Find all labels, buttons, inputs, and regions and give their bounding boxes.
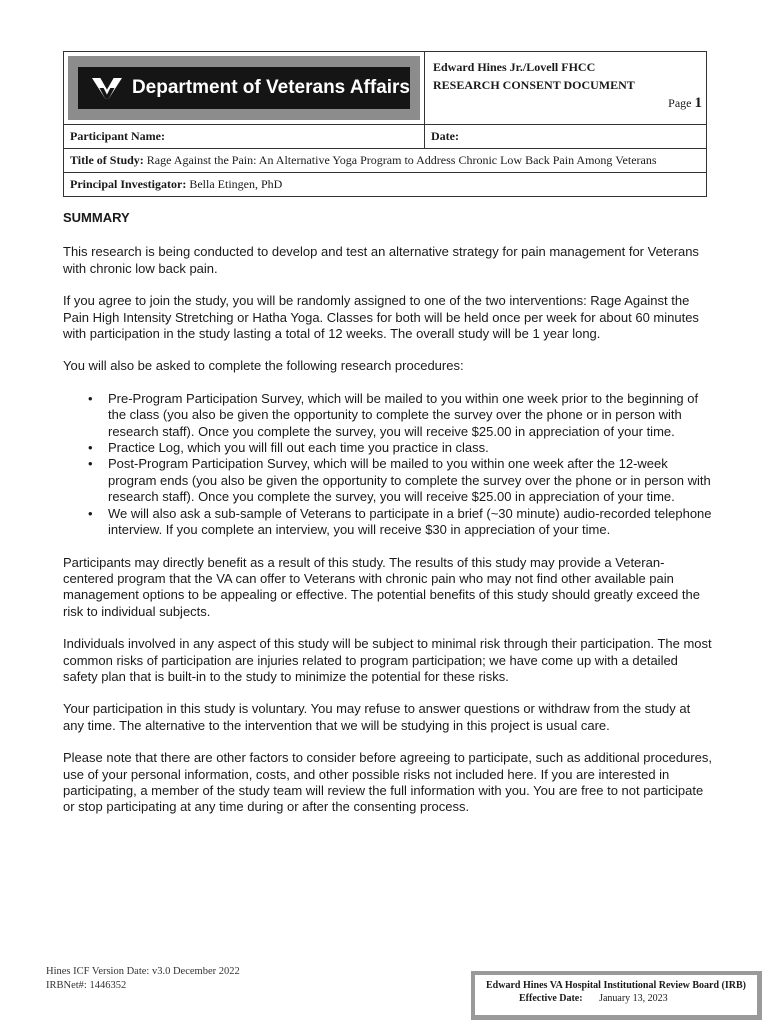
footer-version-info <box>46 965 240 993</box>
page-label: Page <box>668 96 692 110</box>
procedures-list <box>63 391 713 539</box>
principal-investigator-cell <box>64 173 707 197</box>
va-logo <box>68 56 420 120</box>
document-type: RESEARCH CONSENT DOCUMENT <box>433 78 635 92</box>
summary-paragraph-risks: Individuals involved in any aspect of this study will be subject to minimal risk through their participation. The most common risks of participation are injuries related to program participation; we have come up with a detailed safety plan that is built-in to the study to minimize the potential for these risks. <box>63 636 712 684</box>
list-item: • Practice Log, which you will fill out each time you practice in class. <box>108 440 713 456</box>
irb-stamp <box>471 971 762 1020</box>
principal-investigator-label: Principal Investigator: <box>70 177 187 191</box>
study-title-value: Rage Against the Pain: An Alternative Yoga Program to Address Chronic Low Back Pain Among Veterans <box>146 153 657 167</box>
participant-name-label: Participant Name: <box>70 129 165 143</box>
summary-paragraph-other-factors: Please note that there are other factors to consider before agreeing to participate, such as additional procedures, use of your personal information, costs, and other possible risks not included here. If you are interested in participating, a member of the study team will review the full information with you. You are free to not participate or stop participating at any time during or after the consenting process. <box>63 750 712 815</box>
logo-text: Department of Veterans Affairs <box>131 77 410 98</box>
summary-section <box>63 210 713 832</box>
version-date: Hines ICF Version Date: v3.0 December 2022 <box>46 966 240 977</box>
list-item: • Post-Program Participation Survey, which will be mailed to you within one week after the 12-week program ends (you also be given the opportunity to complete the survey over the phone or in person with research staff). Once you complete the survey, you will receive $25.00 in appreciation of your time. <box>108 456 713 505</box>
page-number: 1 <box>694 95 702 111</box>
logo-cell <box>64 52 425 125</box>
effective-date-value: January 13, 2023 <box>599 993 668 1004</box>
summary-paragraph-procedures-intro: You will also be asked to complete the following research procedures: <box>63 358 464 374</box>
facility-name: Edward Hines Jr./Lovell FHCC <box>433 60 596 74</box>
date-label: Date: <box>431 129 459 143</box>
consent-header-table <box>63 51 707 197</box>
participant-name-cell <box>64 125 425 149</box>
summary-paragraph-benefits: Participants may directly benefit as a result of this study. The results of this study may provide a Veteran-centered program that the VA can offer to Veterans with chronic pain who may not find other available pain management options to be appealing or effective. The potential benefits of this study should greatly exceed the risk to individual subjects. <box>63 554 700 619</box>
irb-effective-date <box>483 992 749 1005</box>
list-item: • Pre-Program Participation Survey, which will be mailed to you within one week prior to the beginning of the class (you also be given the opportunity to complete the survey over the phone or in person with research staff). Once you complete the survey, you will receive $25.00 in appreciation of your time. <box>108 391 713 440</box>
principal-investigator-value: Bella Etingen, PhD <box>189 177 283 191</box>
irbnet-number: IRBNet#: 1446352 <box>46 980 127 991</box>
va-seal-icon <box>92 74 122 102</box>
effective-date-label: Effective Date: <box>519 993 583 1004</box>
study-title-label: Title of Study: <box>70 153 144 167</box>
date-cell <box>425 125 707 149</box>
summary-heading: SUMMARY <box>63 210 130 225</box>
summary-paragraph-interventions: If you agree to join the study, you will be randomly assigned to one of the two interventions: Rage Against the Pain High Intensity Stretching or Hatha Yoga. Classes for both will be held once per week for about 60 minutes with participation in the study lasting a total of 12 weeks. The overall study will be 1 year long. <box>63 293 699 342</box>
summary-paragraph-voluntary: Your participation in this study is voluntary. You may refuse to answer questions or withdraw from the study at any time. The alternative to the intervention that we will be studying in this project is usual care. <box>63 701 691 733</box>
irb-title: Edward Hines VA Hospital Institutional Review Board (IRB) <box>486 980 746 991</box>
summary-paragraph-purpose: This research is being conducted to develop and test an alternative strategy for pain management for Veterans with chronic low back pain. <box>63 244 699 276</box>
list-item: • We will also ask a sub-sample of Veterans to participate in a brief (~30 minute) audio-recorded telephone interview. If you complete an interview, you will receive $30 in appreciation of your time. <box>108 506 713 539</box>
page-indicator <box>668 94 702 112</box>
facility-cell <box>425 52 707 125</box>
study-title-cell <box>64 149 707 173</box>
